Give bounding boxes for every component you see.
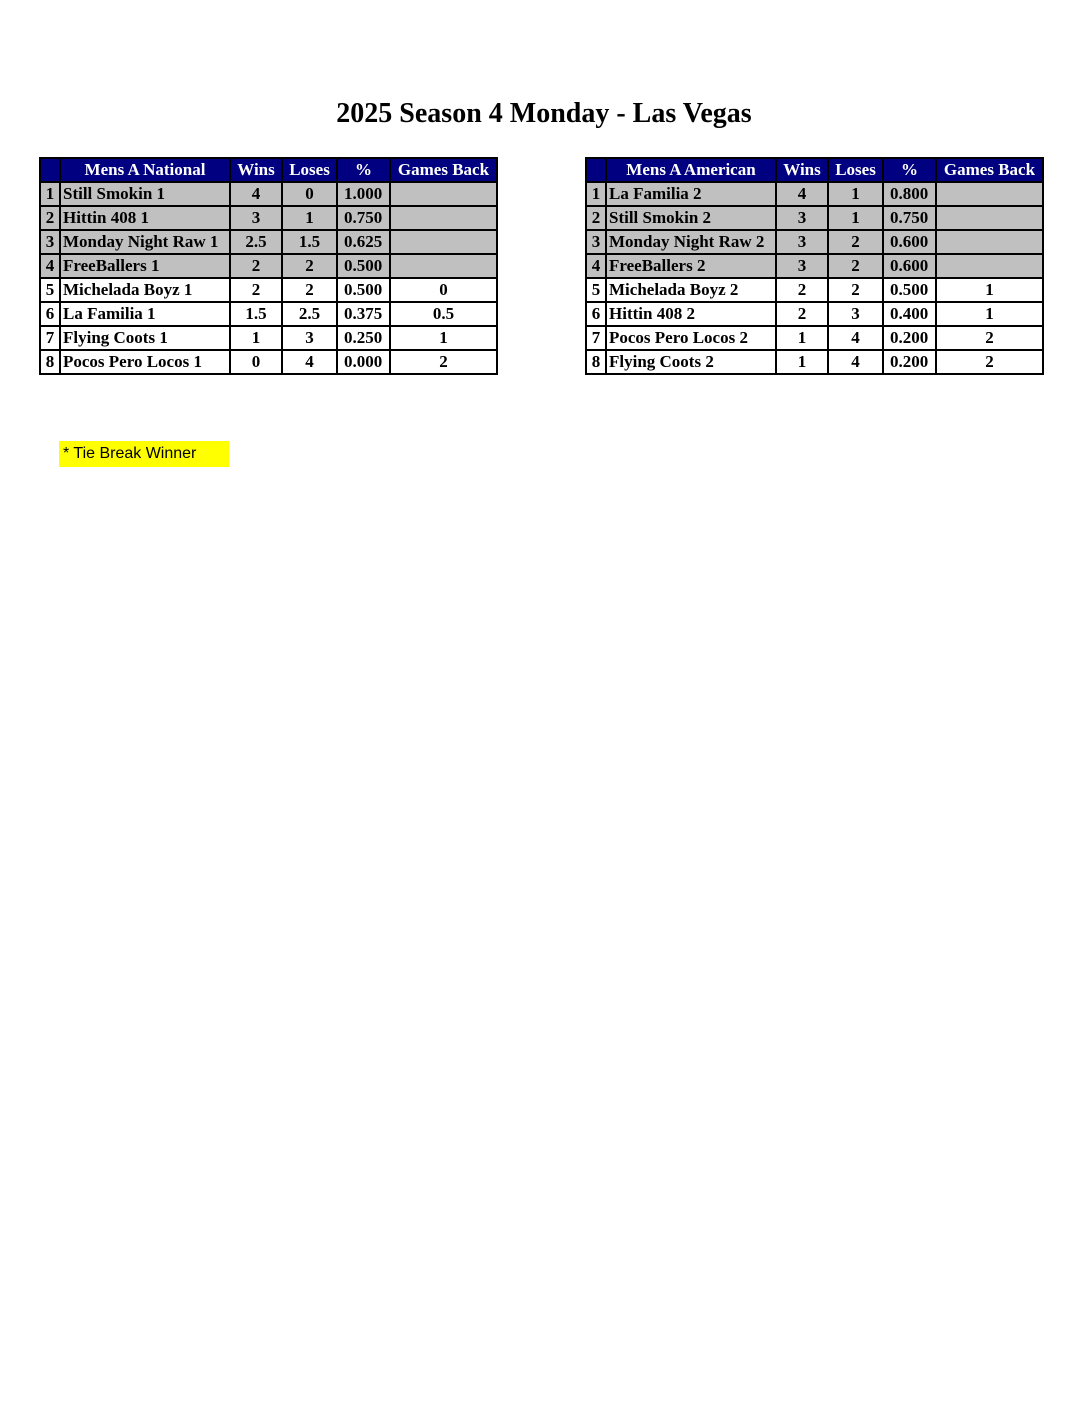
team-name-cell: FreeBallers 1 [60, 254, 230, 278]
pct-header: % [337, 158, 390, 182]
rank-cell: 8 [586, 350, 606, 374]
loses-cell: 1 [828, 206, 883, 230]
team-name-cell: Monday Night Raw 2 [606, 230, 776, 254]
loses-cell: 2 [828, 254, 883, 278]
games-back-cell [390, 182, 497, 206]
games-back-header: Games Back [390, 158, 497, 182]
table-row [40, 254, 497, 278]
rank-cell: 1 [586, 182, 606, 206]
games-back-cell: 2 [936, 350, 1043, 374]
team-name-cell: Michelada Boyz 1 [60, 278, 230, 302]
loses-cell: 3 [828, 302, 883, 326]
pct-cell: 0.800 [883, 182, 936, 206]
wins-cell: 4 [230, 182, 282, 206]
wins-cell: 3 [776, 206, 828, 230]
loses-cell: 2 [282, 254, 337, 278]
loses-cell: 2 [828, 230, 883, 254]
rank-cell: 7 [40, 326, 60, 350]
pct-cell: 0.600 [883, 254, 936, 278]
loses-cell: 1 [282, 206, 337, 230]
pct-cell: 0.400 [883, 302, 936, 326]
team-name-cell: Pocos Pero Locos 2 [606, 326, 776, 350]
table-row [586, 230, 1043, 254]
table-row [40, 182, 497, 206]
games-back-cell [936, 206, 1043, 230]
wins-cell: 2.5 [230, 230, 282, 254]
table-row [40, 206, 497, 230]
rank-cell: 4 [586, 254, 606, 278]
division-header: Mens A American [606, 158, 776, 182]
games-back-cell: 0 [390, 278, 497, 302]
table-row [40, 326, 497, 350]
rank-cell: 2 [40, 206, 60, 230]
games-back-cell [936, 230, 1043, 254]
team-name-cell: Still Smokin 2 [606, 206, 776, 230]
national-standings-table [39, 157, 498, 375]
american-standings-table [585, 157, 1044, 375]
rank-header [40, 158, 60, 182]
loses-cell: 1 [828, 182, 883, 206]
national-rows [40, 182, 497, 374]
loses-header: Loses [828, 158, 883, 182]
pct-cell: 0.500 [337, 254, 390, 278]
table-row [586, 326, 1043, 350]
pct-header: % [883, 158, 936, 182]
rank-cell: 6 [586, 302, 606, 326]
team-name-cell: FreeBallers 2 [606, 254, 776, 278]
pct-cell: 0.000 [337, 350, 390, 374]
team-name-cell: Flying Coots 1 [60, 326, 230, 350]
games-back-cell: 1 [936, 278, 1043, 302]
loses-cell: 2 [282, 278, 337, 302]
wins-cell: 1 [230, 326, 282, 350]
table-row [586, 350, 1043, 374]
pct-cell: 0.200 [883, 326, 936, 350]
games-back-cell: 1 [936, 302, 1043, 326]
loses-cell: 2 [828, 278, 883, 302]
wins-cell: 2 [230, 278, 282, 302]
pct-cell: 0.600 [883, 230, 936, 254]
wins-cell: 1 [776, 350, 828, 374]
games-back-cell: 2 [390, 350, 497, 374]
pct-cell: 0.500 [883, 278, 936, 302]
tie-break-note: * Tie Break Winner [59, 441, 229, 467]
table-row [40, 278, 497, 302]
wins-cell: 4 [776, 182, 828, 206]
rank-cell: 6 [40, 302, 60, 326]
loses-header: Loses [282, 158, 337, 182]
division-header: Mens A National [60, 158, 230, 182]
team-name-cell: Michelada Boyz 2 [606, 278, 776, 302]
pct-cell: 0.750 [883, 206, 936, 230]
wins-cell: 1 [776, 326, 828, 350]
games-back-cell [936, 254, 1043, 278]
games-back-cell: 0.5 [390, 302, 497, 326]
table-row [40, 302, 497, 326]
rank-cell: 8 [40, 350, 60, 374]
games-back-cell: 2 [936, 326, 1043, 350]
wins-header: Wins [230, 158, 282, 182]
rank-cell: 1 [40, 182, 60, 206]
loses-cell: 0 [282, 182, 337, 206]
wins-cell: 3 [776, 254, 828, 278]
page-title: 2025 Season 4 Monday - Las Vegas [336, 98, 752, 129]
pct-cell: 0.500 [337, 278, 390, 302]
loses-cell: 4 [828, 350, 883, 374]
table-header-row [40, 158, 497, 182]
pct-cell: 0.625 [337, 230, 390, 254]
wins-cell: 2 [776, 278, 828, 302]
loses-cell: 4 [282, 350, 337, 374]
loses-cell: 1.5 [282, 230, 337, 254]
pct-cell: 0.250 [337, 326, 390, 350]
wins-cell: 2 [776, 302, 828, 326]
table-row [40, 230, 497, 254]
table-row [586, 254, 1043, 278]
games-back-cell [390, 206, 497, 230]
rank-cell: 3 [40, 230, 60, 254]
table-row [586, 182, 1043, 206]
wins-cell: 3 [230, 206, 282, 230]
rank-cell: 7 [586, 326, 606, 350]
american-rows [586, 182, 1043, 374]
games-back-cell [390, 254, 497, 278]
games-back-cell [390, 230, 497, 254]
wins-cell: 1.5 [230, 302, 282, 326]
wins-header: Wins [776, 158, 828, 182]
rank-header [586, 158, 606, 182]
team-name-cell: Monday Night Raw 1 [60, 230, 230, 254]
loses-cell: 2.5 [282, 302, 337, 326]
pct-cell: 0.750 [337, 206, 390, 230]
rank-cell: 2 [586, 206, 606, 230]
team-name-cell: La Familia 2 [606, 182, 776, 206]
team-name-cell: Hittin 408 1 [60, 206, 230, 230]
team-name-cell: Hittin 408 2 [606, 302, 776, 326]
table-row [586, 302, 1043, 326]
wins-cell: 2 [230, 254, 282, 278]
wins-cell: 0 [230, 350, 282, 374]
games-back-cell [936, 182, 1043, 206]
table-row [586, 278, 1043, 302]
table-row [586, 206, 1043, 230]
team-name-cell: La Familia 1 [60, 302, 230, 326]
team-name-cell: Pocos Pero Locos 1 [60, 350, 230, 374]
table-header-row [586, 158, 1043, 182]
loses-cell: 3 [282, 326, 337, 350]
rank-cell: 4 [40, 254, 60, 278]
table-row [40, 350, 497, 374]
rank-cell: 5 [40, 278, 60, 302]
games-back-cell: 1 [390, 326, 497, 350]
rank-cell: 3 [586, 230, 606, 254]
team-name-cell: Flying Coots 2 [606, 350, 776, 374]
pct-cell: 0.375 [337, 302, 390, 326]
loses-cell: 4 [828, 326, 883, 350]
pct-cell: 1.000 [337, 182, 390, 206]
team-name-cell: Still Smokin 1 [60, 182, 230, 206]
rank-cell: 5 [586, 278, 606, 302]
games-back-header: Games Back [936, 158, 1043, 182]
pct-cell: 0.200 [883, 350, 936, 374]
wins-cell: 3 [776, 230, 828, 254]
